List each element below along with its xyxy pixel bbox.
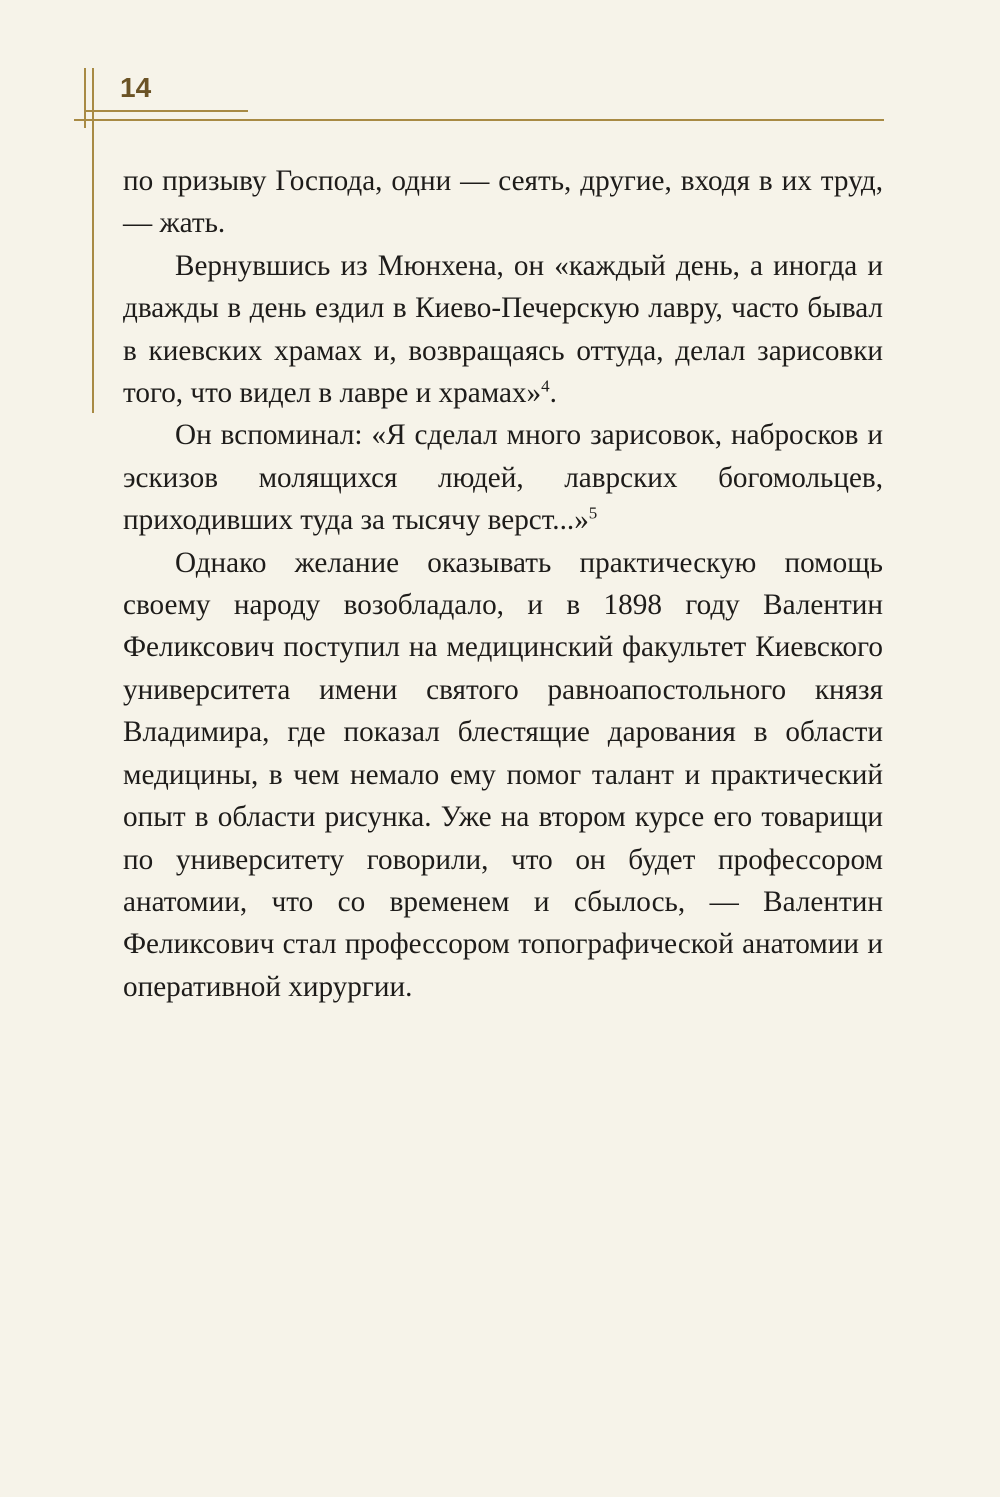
header-rule xyxy=(74,119,884,121)
paragraph-tail: . xyxy=(549,377,557,410)
paragraph xyxy=(123,160,883,245)
paragraph xyxy=(123,245,883,415)
paragraph-text: Вернувшись из Мюнхена, он «каждый день, а иногда и дважды в день ездил в Киево-Печерскую лавру, часто бывал в киевских храмах и, возвращаясь оттуда, делал зарисовки того, что видел в лавре и храмах» xyxy=(123,249,883,410)
body-text xyxy=(123,160,883,1008)
paragraph-text: Однако желание оказывать практическую помощь своему народу возобладало, и в 1898 году Валентин Феликсович поступил на медицинский факультет Киевского университета имени святого равноапостольного князя Владимира, где показал блестящие дарования в области медицины, в чем немало ему помог талант и практический опыт в области рисунка. Уже на втором курсе его товарищи по университету говорили, что он будет профессором анатомии, что со временем и сбылось, — Валентин Феликсович стал профессором топографической анатомии и оперативной хирургии. xyxy=(123,546,883,1003)
footnote-marker: 4 xyxy=(541,376,550,396)
frame-horizontal-line xyxy=(84,110,248,112)
paragraph-text: Он вспоминал: «Я сделал много зарисовок, набросков и эскизов молящихся людей, лаврских богомольцев, приходивших туда за тысячу верст...» xyxy=(123,419,883,537)
paragraph xyxy=(123,414,883,541)
paragraph-text: по призыву Господа, одни — сеять, другие, входя в их труд, — жать. xyxy=(123,165,883,240)
paragraph xyxy=(123,542,883,1008)
page-number: 14 xyxy=(120,72,152,103)
footnote-marker: 5 xyxy=(588,503,598,523)
